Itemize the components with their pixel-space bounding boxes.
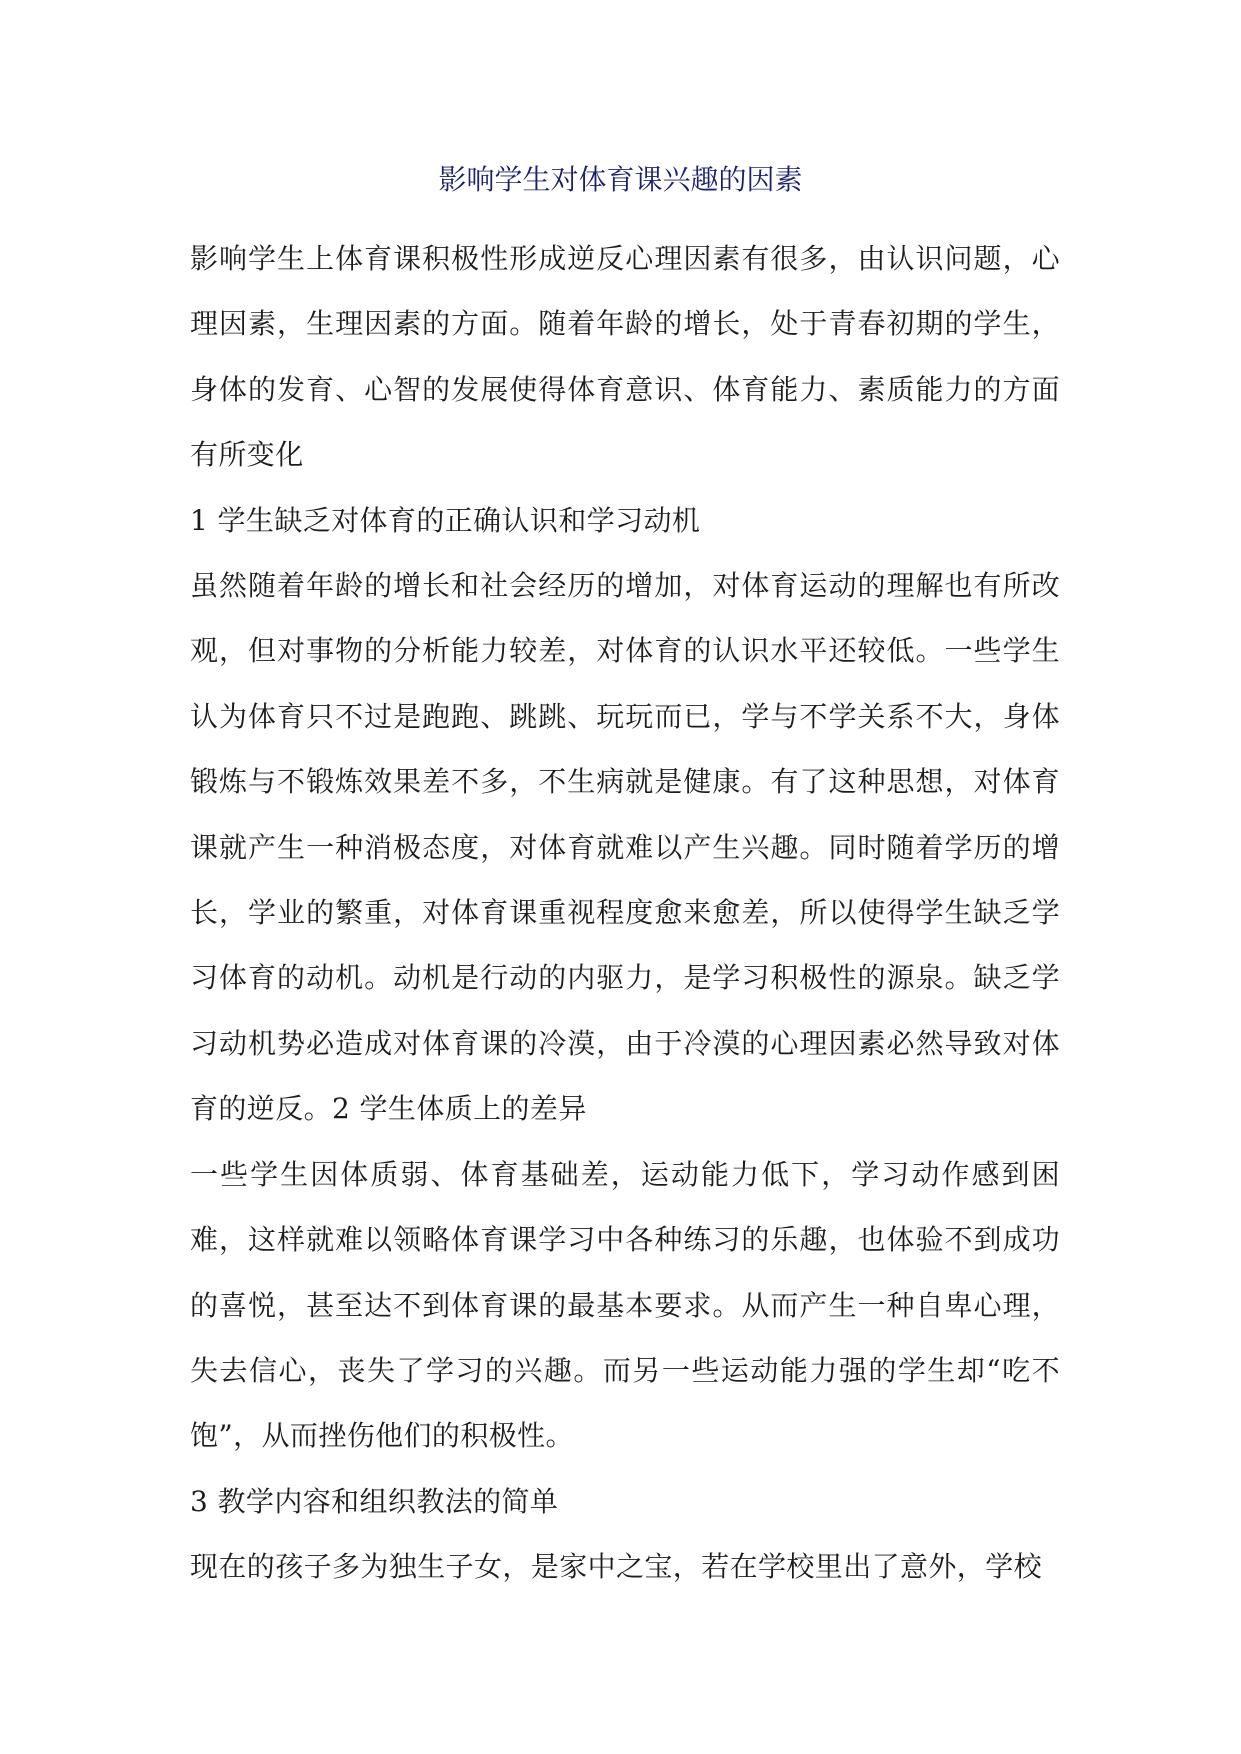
paragraph-intro: 影响学生上体育课积极性形成逆反心理因素有很多，由认识问题，心理因素，生理因素的方面。随着年龄的增长，处于青春初期的学生，身体的发育、心智的发展使得体育意识、体育能力、素质能力的方面有所变化 [190, 242, 1060, 472]
section-heading-1: 1 学生缺乏对体育的正确认识和学习动机 [190, 503, 701, 537]
paragraph-section-3: 现在的孩子多为独生子女，是家中之宝，若在学校里出了意外，学校 [190, 1550, 1043, 1584]
document-body [190, 226, 1060, 1600]
section-heading-3: 3 教学内容和组织教法的简单 [190, 1484, 559, 1518]
document-title: 影响学生对体育课兴趣的因素 [438, 163, 803, 196]
paragraph-section-2: 一些学生因体质弱、体育基础差，运动能力低下，学习动作感到困难，这样就难以领略体育课学习中各种练习的乐趣，也体验不到成功的喜悦，甚至达不到体育课的最基本要求。从而产生一种自卑心理，失去信心，丧失了学习的兴趣。而另一些运动能力强的学生却“吃不饱”，从而挫伤他们的积极性。 [190, 1157, 1060, 1453]
paragraph-section-1: 虽然随着年龄的增长和社会经历的增加，对体育运动的理解也有所改观，但对事物的分析能力较差，对体育的认识水平还较低。一些学生认为体育只不过是跑跑、跳跳、玩玩而已，学与不学关系不大，身体锻炼与不锻炼效果差不多，不生病就是健康。有了这种思想，对体育课就产生一种消极态度，对体育就难以产生兴趣。同时随着学历的增长，学业的繁重，对体育课重视程度愈来愈差，所以使得学生缺乏学习体育的动机。动机是行动的内驱力，是学习积极性的源泉。缺乏学习动机势必造成对体育课的冷漠，由于冷漠的心理因素必然导致对体育的逆反。2 学生体质上的差异 [190, 569, 1060, 1126]
